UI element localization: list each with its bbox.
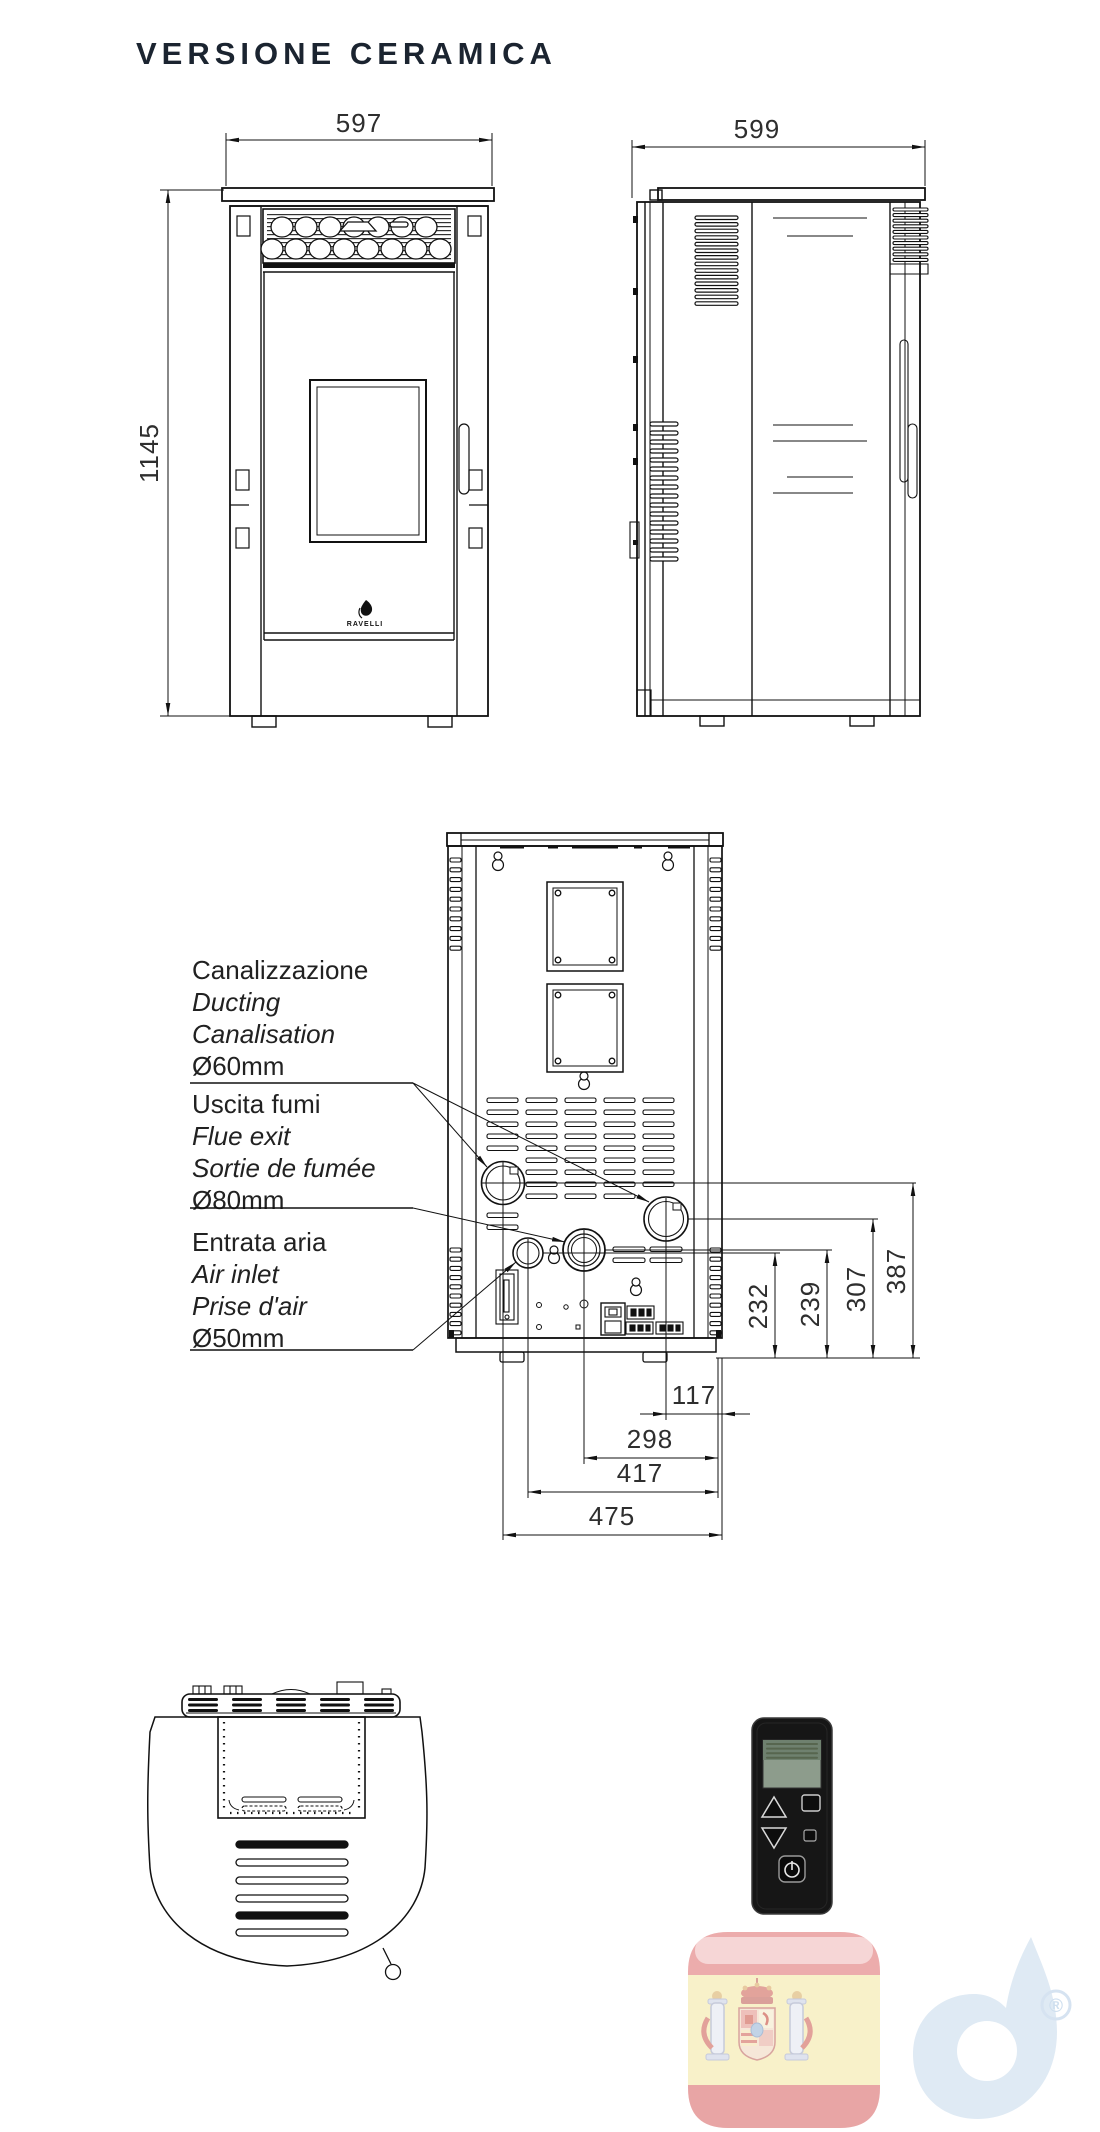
label-ducting-fr: Canalisation xyxy=(192,1019,336,1049)
top-strip-vents-1 xyxy=(188,1698,218,1712)
dim-417: 417 xyxy=(616,1458,664,1488)
back-view-drawing xyxy=(447,833,723,1362)
back-vent-grid-col5 xyxy=(643,1098,674,1187)
front-width-dimension xyxy=(226,133,492,186)
top-rear-knobs xyxy=(193,1682,391,1694)
remote-menu-button xyxy=(802,1795,820,1811)
side-depth-value: 599 xyxy=(733,114,781,144)
label-ducting-it: Canalizzazione xyxy=(192,955,369,985)
back-dimension-lines xyxy=(481,1162,920,1540)
spain-flag-icon xyxy=(688,1932,880,2128)
top-strip-vents-5 xyxy=(364,1698,394,1712)
side-depth-dimension xyxy=(632,140,925,198)
back-vent-mid-right1 xyxy=(613,1247,645,1263)
ravelli-logo-text: RAVELLI xyxy=(346,621,384,628)
back-left-column-vents xyxy=(450,858,461,950)
water-drop-logo xyxy=(913,1937,1070,2119)
top-strip-vents-4 xyxy=(320,1698,350,1712)
page-title: VERSIONE CERAMICA xyxy=(136,36,557,71)
flag-gloss-highlight xyxy=(695,1937,873,1964)
side-rear-fins xyxy=(893,208,928,261)
label-ducting-en: Ducting xyxy=(192,987,281,1017)
inspection-panel-upper xyxy=(547,882,623,971)
label-flue-en: Flue exit xyxy=(192,1121,291,1151)
dim-475: 475 xyxy=(588,1501,636,1531)
side-view-drawing xyxy=(630,140,928,726)
terminal-blocks xyxy=(626,1306,683,1334)
back-right-bottom-vents xyxy=(710,1248,721,1335)
back-screws xyxy=(537,1300,589,1330)
side-accent-lines xyxy=(773,218,867,493)
control-board xyxy=(496,1270,518,1324)
remote-small-button xyxy=(804,1830,816,1841)
inspection-panel-lower xyxy=(547,984,623,1072)
top-view-drawing xyxy=(148,1682,427,1980)
front-height-value: 1145 xyxy=(134,423,164,483)
label-flue-fr: Sortie de fumée xyxy=(192,1153,376,1183)
front-view-drawing xyxy=(160,133,494,727)
remote-control-image xyxy=(752,1718,832,1914)
dim-387: 387 xyxy=(881,1247,911,1295)
back-left-bottom-vents xyxy=(450,1248,461,1335)
label-air-it: Entrata aria xyxy=(192,1227,327,1257)
side-lower-vents xyxy=(650,422,678,561)
pull-chain xyxy=(383,1948,401,1980)
top-strip-vents-3 xyxy=(276,1698,306,1712)
registered-mark: ® xyxy=(1049,1996,1063,2017)
label-air-diameter: Ø50mm xyxy=(192,1323,285,1353)
dim-117: 117 xyxy=(671,1380,717,1410)
front-height-dimension xyxy=(160,190,232,716)
remote-power-button xyxy=(779,1856,805,1882)
power-module xyxy=(601,1303,625,1335)
dim-239: 239 xyxy=(795,1280,825,1328)
back-vent-grid-col1 xyxy=(487,1098,518,1151)
ravelli-logo xyxy=(359,600,372,618)
label-air-fr: Prise d'air xyxy=(192,1291,307,1321)
dim-298: 298 xyxy=(626,1424,674,1454)
label-ducting-diameter: Ø60mm xyxy=(192,1051,285,1081)
hopper-lid xyxy=(218,1717,365,1818)
label-air-en: Air inlet xyxy=(192,1259,279,1289)
top-strip-vents-2 xyxy=(232,1698,262,1712)
back-right-column-vents xyxy=(710,858,721,950)
side-upper-vents xyxy=(695,216,738,305)
dim-232: 232 xyxy=(743,1282,773,1330)
label-flue-it: Uscita fumi xyxy=(192,1089,321,1119)
dim-307: 307 xyxy=(841,1265,871,1313)
front-width-value: 597 xyxy=(335,108,383,138)
label-flue-diameter: Ø80mm xyxy=(192,1185,285,1215)
top-front-vents xyxy=(236,1841,348,1936)
